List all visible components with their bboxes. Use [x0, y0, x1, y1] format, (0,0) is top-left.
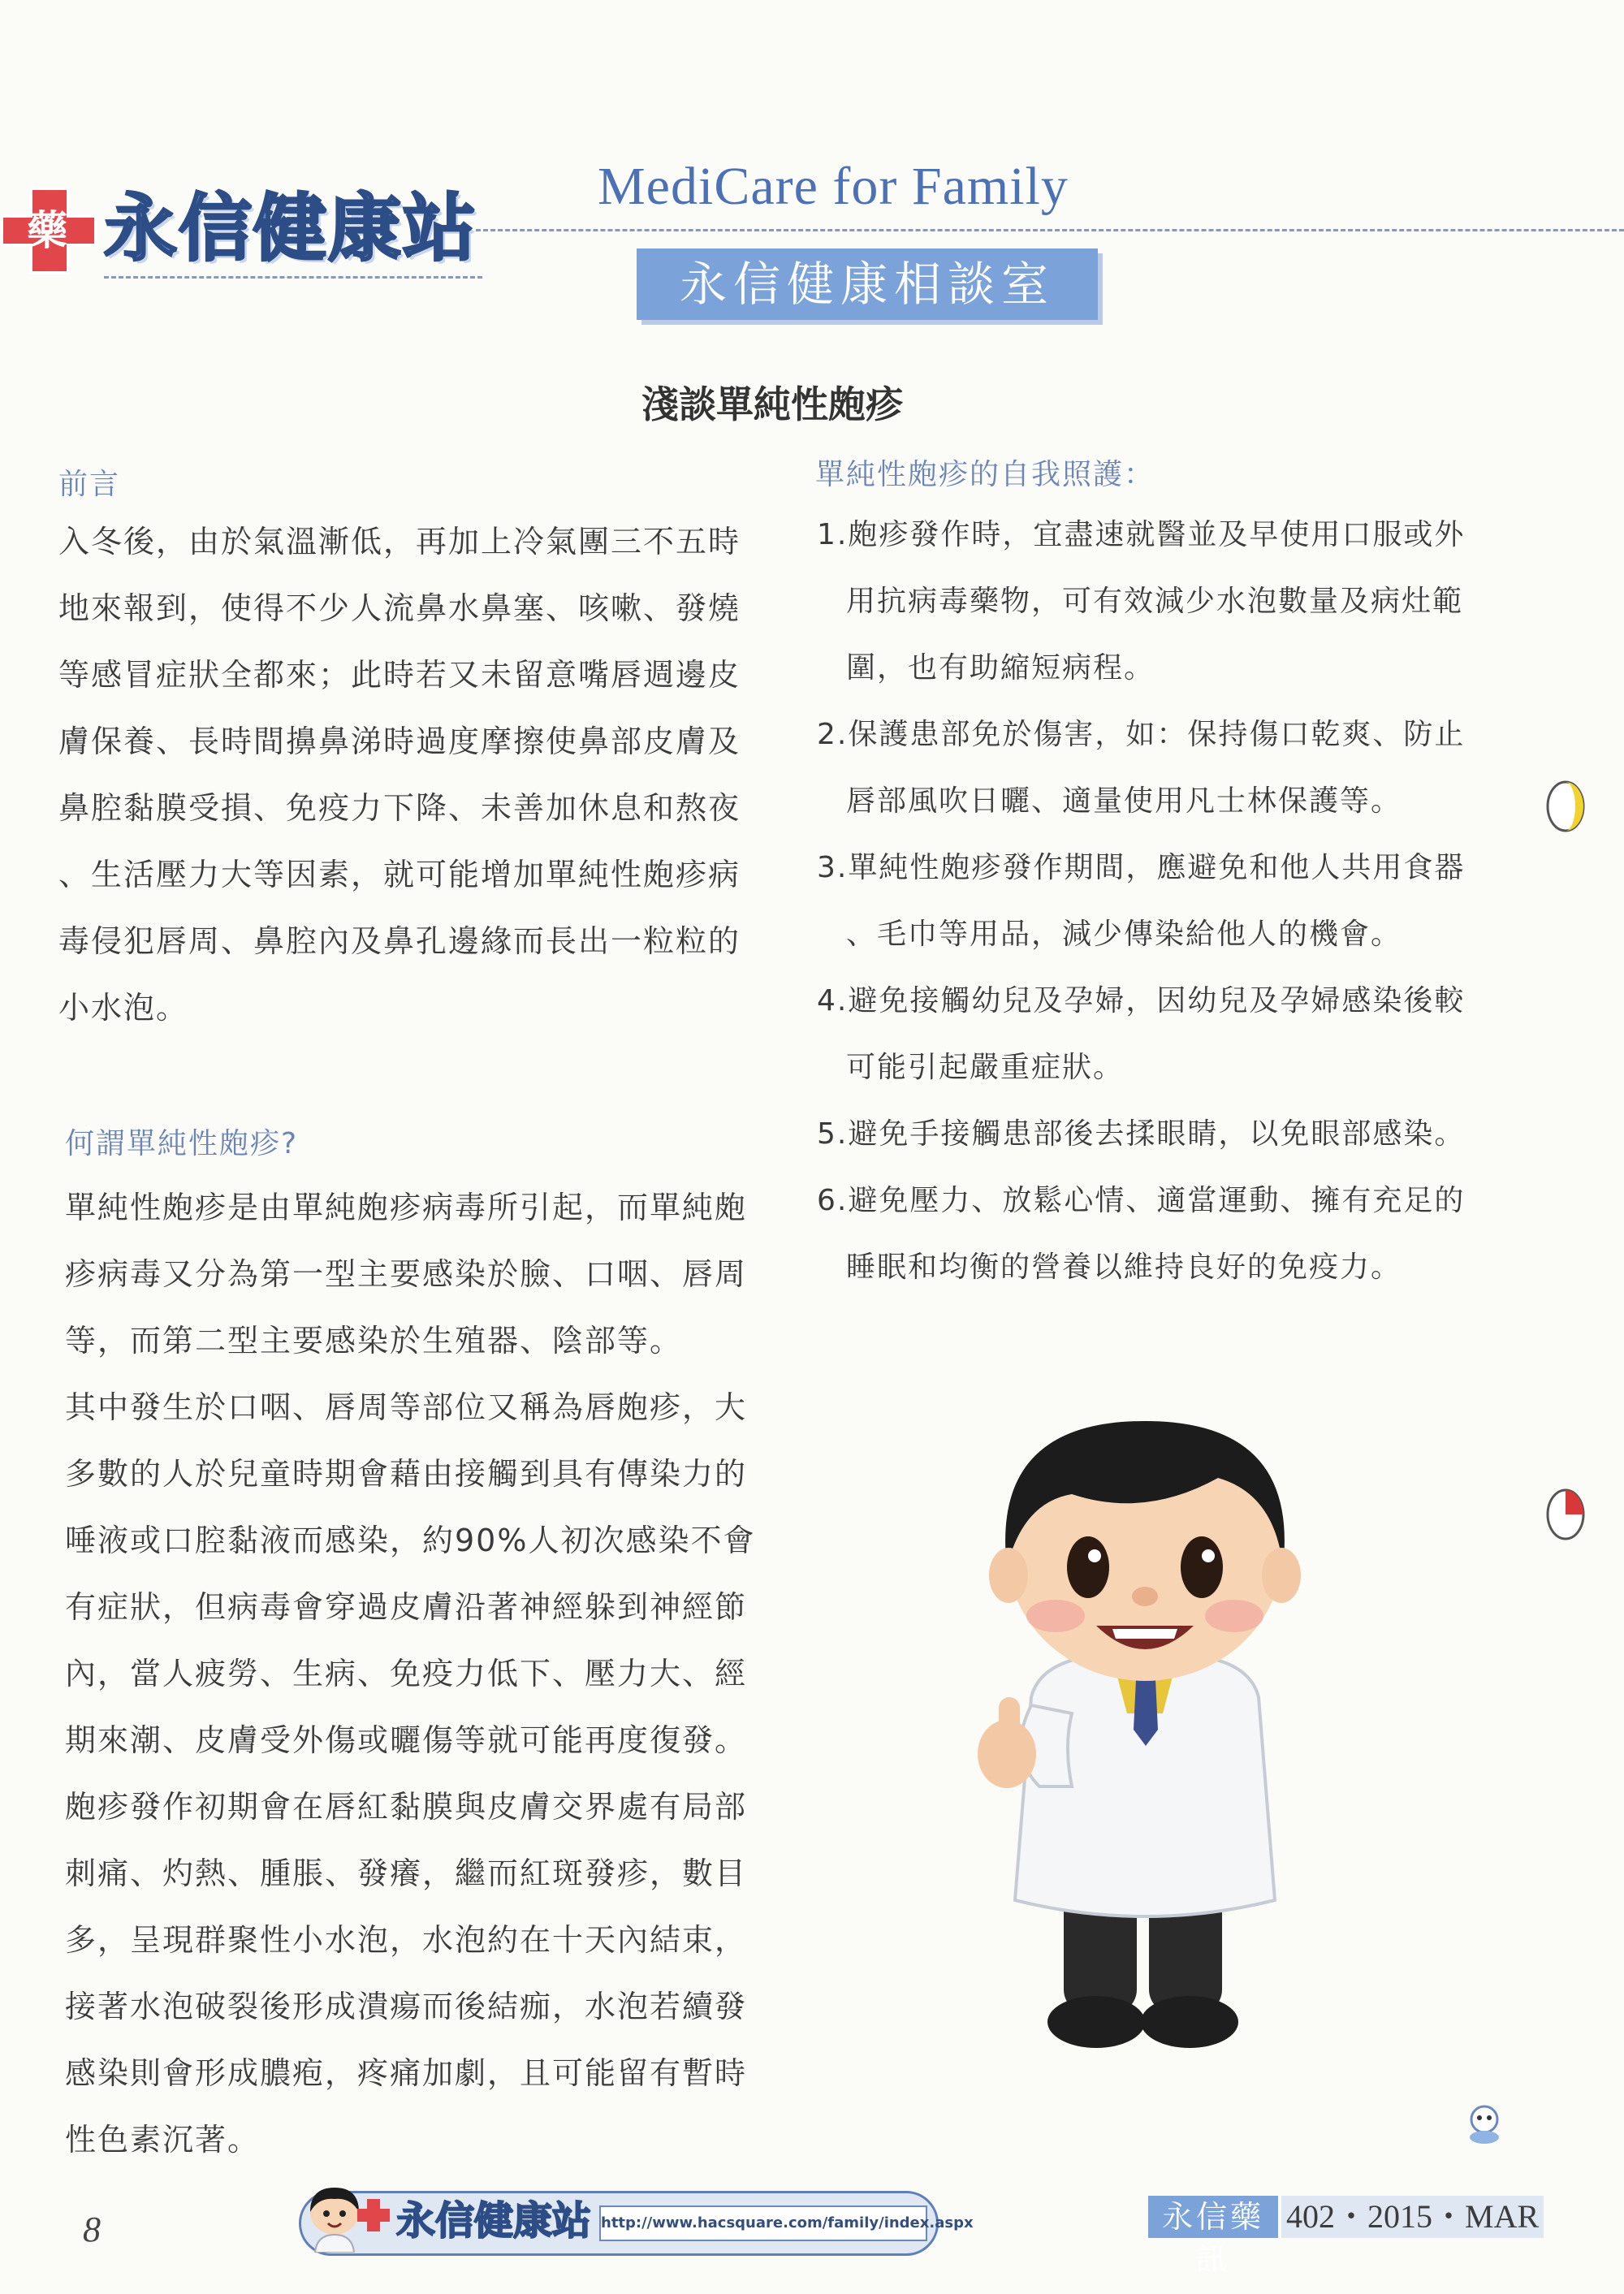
what-is-heading: 何謂單純性皰疹?	[65, 1127, 299, 1160]
text-line: 其中發生於口咽、唇周等部位又稱為唇皰疹，大	[65, 1389, 748, 1425]
text-line: 感染則會形成膿疱，疼痛加劇，且可能留有暫時	[65, 2055, 748, 2091]
self-care-heading: 單純性皰疹的自我照護：	[815, 458, 1155, 491]
what-is-paragraph	[65, 1174, 755, 2173]
self-care-list	[817, 502, 1465, 1301]
side-tab-red-icon	[1541, 1486, 1587, 1543]
intro-paragraph	[58, 508, 741, 1041]
text-line: 多數的人於兒童時期會藉由接觸到具有傳染力的	[65, 1456, 748, 1492]
list-item: 5.避免手接觸患部後去揉眼睛，以免眼部感染。	[817, 1117, 1466, 1151]
text-line: 接著水泡破裂後形成潰瘍而後結痂，水泡若續發	[65, 1989, 748, 2024]
list-item: 用抗病毒藥物，可有效減少水泡數量及病灶範	[846, 585, 1464, 618]
text-line: 小水泡。	[58, 990, 189, 1026]
list-item: 睡眠和均衡的營養以維持良好的免疫力。	[846, 1251, 1402, 1284]
list-item: 3.單純性皰疹發作期間，應避免和他人共用食器	[817, 851, 1466, 884]
brand-underline	[104, 276, 482, 279]
issue-label: 永信藥訊	[1148, 2196, 1278, 2238]
badge-character: 藥	[27, 207, 67, 254]
small-mascot-icon	[1462, 2100, 1507, 2145]
list-item: 唇部風吹日曬、適量使用凡士林保護等。	[846, 784, 1402, 818]
text-line: 性色素沉著。	[65, 2122, 261, 2158]
text-line: 有症狀，但病毒會穿過皮膚沿著神經躲到神經節	[65, 1589, 748, 1625]
section-banner: 永信健康相談室	[637, 248, 1098, 320]
text-line: 刺痛、灼熱、腫脹、發癢，繼而紅斑發疹，數目	[65, 1856, 748, 1891]
text-line: 單純性皰疹是由單純皰疹病毒所引起，而單純皰	[65, 1190, 748, 1225]
text-line: 膚保養、長時間擤鼻涕時過度摩擦使鼻部皮膚及	[58, 724, 741, 759]
text-line: 皰疹發作初期會在唇紅黏膜與皮膚交界處有局部	[65, 1789, 748, 1825]
side-tab-yellow-icon	[1541, 778, 1587, 835]
text-line: 等感冒症狀全都來；此時若又未留意嘴唇週邊皮	[58, 657, 741, 693]
list-item: 1.皰疹發作時，宜盡速就醫並及早使用口服或外	[817, 518, 1466, 551]
list-item: 可能引起嚴重症狀。	[846, 1051, 1125, 1084]
footer-url[interactable]: http://www.hacsquare.com/family/index.aspx	[599, 2205, 927, 2241]
list-item: 6.避免壓力、放鬆心情、適當運動、擁有充足的	[817, 1184, 1466, 1217]
footer-cross-icon	[356, 2197, 391, 2233]
pharmacist-mascot-illustration	[974, 1405, 1315, 2071]
header-divider	[476, 229, 1624, 231]
text-line: 內，當人疲勞、生病、免疫力低下、壓力大、經	[65, 1656, 748, 1691]
text-line: 多，呈現群聚性小水泡，水泡約在十天內結束，	[65, 1922, 748, 1958]
text-line: 毒侵犯唇周、鼻腔內及鼻孔邊緣而長出一粒粒的	[58, 923, 741, 959]
article-title: 淺談單純性皰疹	[641, 382, 903, 426]
text-line: 鼻腔黏膜受損、免疫力下降、未善加休息和熬夜	[58, 790, 741, 826]
list-item: 4.避免接觸幼兒及孕婦，因幼兒及孕婦感染後較	[817, 984, 1466, 1017]
text-line: 、生活壓力大等因素，就可能增加單純性皰疹病	[58, 857, 741, 892]
intro-heading: 前言	[58, 468, 121, 501]
list-item: 2.保護患部免於傷害，如：保持傷口乾爽、防止	[817, 718, 1466, 751]
slogan: MediCare for Family	[598, 157, 1069, 216]
list-item: 、毛巾等用品，減少傳染給他人的機會。	[846, 918, 1402, 951]
text-line: 疹病毒又分為第一型主要感染於臉、口咽、唇周	[65, 1256, 748, 1292]
text-line: 地來報到，使得不少人流鼻水鼻塞、咳嗽、發燒	[58, 590, 741, 626]
list-item: 圍，也有助縮短病程。	[846, 651, 1155, 685]
issue-info: 402・2015・MAR	[1281, 2196, 1544, 2238]
text-line: 等，而第二型主要感染於生殖器、陰部等。	[65, 1323, 683, 1359]
text-line: 唾液或口腔黏液而感染，約90%人初次感染不會	[65, 1523, 756, 1558]
page-number: 8	[83, 2210, 101, 2249]
footer-brand-title: 永信健康站	[396, 2198, 592, 2244]
text-line: 入冬後，由於氣溫漸低，再加上冷氣團三不五時	[58, 524, 741, 559]
text-line: 期來潮、皮膚受外傷或曬傷等就可能再度復發。	[65, 1722, 748, 1758]
brand-title: 永信健康站	[104, 186, 477, 271]
